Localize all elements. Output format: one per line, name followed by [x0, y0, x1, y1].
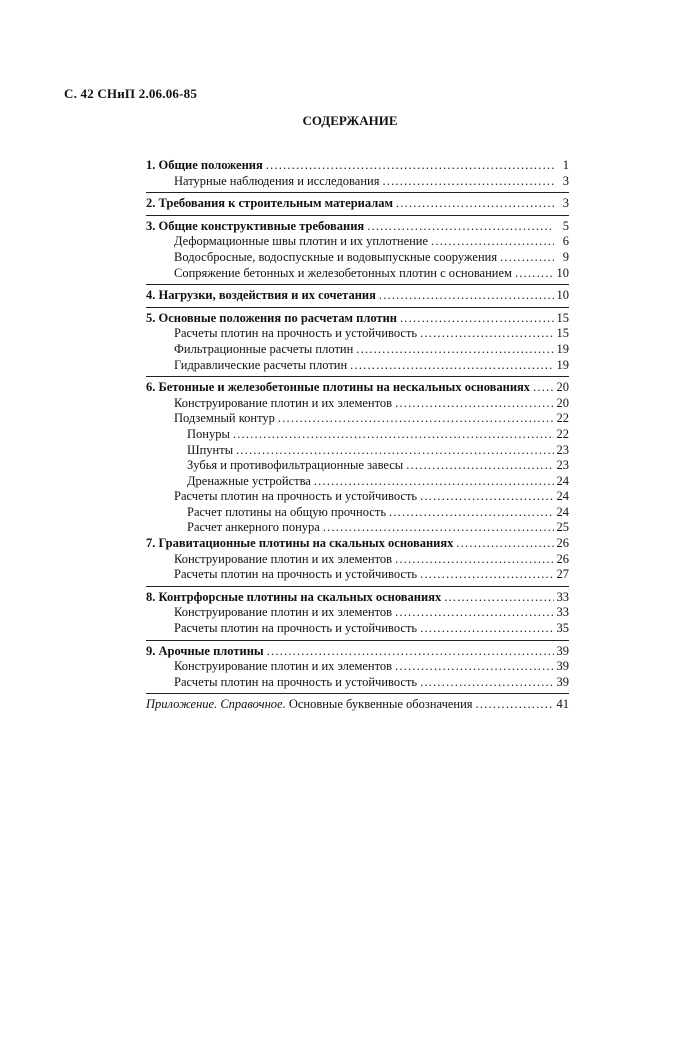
toc-entry-page: 41: [556, 697, 569, 712]
dot-leader: [533, 380, 553, 396]
toc-entry-label: 4. Нагрузки, воздействия и их сочетания: [146, 288, 376, 303]
toc-entry-label: Расчет плотины на общую прочность: [187, 504, 387, 519]
toc-entry-label: Натурные наблюдения и исследования: [174, 173, 380, 188]
toc-entry[interactable]: [146, 174, 569, 190]
toc-entry[interactable]: [146, 234, 569, 250]
dot-leader: [323, 520, 554, 536]
toc-entry-label: Расчеты плотин на прочность и устойчивость: [174, 326, 418, 341]
toc-entry-page: 6: [562, 234, 569, 249]
toc-entry-label: 8. Контрфорсные плотины на скальных основаниях: [146, 589, 442, 604]
toc-entry-label: Понуры: [187, 426, 230, 441]
toc-entry[interactable]: [146, 396, 569, 412]
page-header: С. 42 СНиП 2.06.06-85: [64, 86, 198, 101]
dot-leader: [266, 158, 554, 174]
dot-leader: [236, 443, 553, 459]
toc-entry-page: 15: [556, 326, 569, 341]
toc-entry[interactable]: [146, 697, 569, 713]
toc-entry[interactable]: [146, 411, 569, 427]
toc-entry-label: Расчеты плотин на прочность и устойчивость: [174, 567, 418, 582]
dot-leader: [382, 174, 554, 190]
dot-leader: [431, 234, 554, 250]
toc-entry-page: 24: [556, 489, 569, 504]
toc-entry[interactable]: [146, 158, 569, 174]
toc-entry-label: Зубья и противофильтрационные завесы: [187, 458, 404, 473]
toc-entry-page: 3: [562, 173, 569, 188]
toc-entry-page: 19: [556, 357, 569, 372]
toc-entry[interactable]: [146, 288, 569, 304]
toc-entry-label: [146, 697, 473, 713]
toc-entry-label: Шпунты: [187, 442, 234, 457]
table-of-contents: [146, 158, 569, 713]
toc-entry-page: 20: [556, 380, 569, 395]
toc-entry[interactable]: [146, 505, 569, 521]
toc-entry-page: 35: [556, 621, 569, 636]
dot-leader: [420, 675, 553, 691]
toc-entry[interactable]: [146, 675, 569, 691]
dot-leader: [456, 536, 553, 552]
toc-entry-page: 24: [556, 473, 569, 488]
toc-entry-page: 26: [556, 536, 569, 551]
toc-entry-label: Конструирование плотин и их элементов: [174, 551, 393, 566]
toc-entry[interactable]: [146, 659, 569, 675]
dot-leader: [500, 250, 554, 266]
toc-entry-label: Дренажные устройства: [187, 473, 311, 488]
toc-entry-label: 3. Общие конструктивные требования: [146, 218, 365, 233]
toc-entry[interactable]: [146, 219, 569, 235]
dot-leader: [233, 427, 554, 443]
toc-entry[interactable]: [146, 552, 569, 568]
dot-leader: [395, 659, 553, 675]
toc-entry-label: Фильтрационные расчеты плотин: [174, 341, 354, 356]
section-divider: [146, 307, 569, 308]
toc-entry[interactable]: [146, 489, 569, 505]
toc-entry[interactable]: [146, 443, 569, 459]
toc-entry[interactable]: [146, 342, 569, 358]
toc-entry-page: 20: [556, 395, 569, 410]
toc-entry-label: Деформационные швы плотин и их уплотнение: [174, 234, 429, 249]
toc-entry-page: 10: [556, 288, 569, 303]
toc-entry-label: 9. Арочные плотины: [146, 643, 264, 658]
toc-entry-page: 22: [556, 426, 569, 441]
dot-leader: [515, 266, 554, 282]
toc-entry-page: 5: [562, 218, 569, 233]
dot-leader: [476, 697, 554, 713]
toc-entry-page: 10: [556, 265, 569, 280]
dot-leader: [395, 552, 553, 568]
toc-entry-label: Конструирование плотин и их элементов: [174, 605, 393, 620]
dot-leader: [278, 411, 554, 427]
toc-entry[interactable]: [146, 266, 569, 282]
dot-leader: [444, 590, 553, 606]
toc-entry-page: 15: [556, 310, 569, 325]
toc-entry-label: 6. Бетонные и железобетонные плотины на нескальных основаниях: [146, 380, 531, 395]
dot-leader: [420, 489, 553, 505]
toc-entry[interactable]: [146, 427, 569, 443]
toc-entry-label: Расчеты плотин на прочность и устойчивость: [174, 621, 418, 636]
toc-entry-label: 5. Основные положения по расчетам плотин: [146, 310, 397, 325]
dot-leader: [350, 358, 553, 374]
toc-entry[interactable]: [146, 605, 569, 621]
toc-entry-label: Конструирование плотин и их элементов: [174, 659, 393, 674]
toc-entry-label: Расчеты плотин на прочность и устойчивость: [174, 489, 418, 504]
toc-entry-label: Водосбросные, водоспускные и водовыпускные сооружения: [174, 249, 498, 264]
toc-entry[interactable]: [146, 380, 569, 396]
dot-leader: [395, 605, 553, 621]
toc-entry[interactable]: [146, 311, 569, 327]
dot-leader: [314, 474, 554, 490]
section-divider: [146, 586, 569, 587]
toc-entry-label: Расчет анкерного понура: [187, 520, 320, 535]
toc-entry[interactable]: [146, 326, 569, 342]
toc-entry-label: Сопряжение бетонных и железобетонных плотин с основанием: [174, 265, 512, 280]
toc-entry-page: 25: [556, 520, 569, 535]
toc-entry-label-italic: Приложение. Справочное.: [146, 697, 286, 712]
toc-entry-label: Конструирование плотин и их элементов: [174, 395, 393, 410]
toc-entry-page: 39: [556, 643, 569, 658]
dot-leader: [420, 621, 553, 637]
toc-entry[interactable]: [146, 590, 569, 606]
dot-leader: [396, 196, 554, 212]
toc-entry-page: 1: [562, 158, 569, 172]
toc-entry-page: 24: [556, 504, 569, 519]
toc-entry-page: 3: [562, 196, 569, 211]
dot-leader: [400, 311, 554, 327]
toc-entry-page: 33: [556, 605, 569, 620]
toc-entry-page: 23: [556, 442, 569, 457]
section-divider: [146, 693, 569, 694]
toc-entry[interactable]: [146, 196, 569, 212]
section-divider: [146, 284, 569, 285]
toc-entry-page: 33: [556, 589, 569, 604]
toc-entry-page: 22: [556, 411, 569, 426]
dot-leader: [356, 342, 553, 358]
dot-leader: [379, 288, 554, 304]
dot-leader: [389, 505, 553, 521]
toc-entry-label: Расчеты плотин на прочность и устойчивость: [174, 674, 418, 689]
toc-title: СОДЕРЖАНИЕ: [302, 113, 398, 128]
dot-leader: [395, 396, 553, 412]
toc-entry-page: 39: [556, 659, 569, 674]
toc-entry[interactable]: [146, 621, 569, 637]
toc-entry[interactable]: [146, 536, 569, 552]
dot-leader: [267, 644, 554, 660]
toc-entry-label-text: Основные буквенные обозначения: [285, 697, 473, 712]
section-divider: [146, 376, 569, 377]
toc-entry-label: Подземный контур: [174, 411, 275, 426]
toc-entry[interactable]: [146, 458, 569, 474]
dot-leader: [420, 567, 553, 583]
toc-entry-page: 26: [556, 551, 569, 566]
toc-entry[interactable]: [146, 358, 569, 374]
dot-leader: [420, 326, 553, 342]
section-divider: [146, 192, 569, 193]
toc-entry-label: Гидравлические расчеты плотин: [174, 357, 348, 372]
dot-leader: [406, 458, 553, 474]
toc-entry-page: 9: [562, 249, 569, 264]
toc-entry-page: 23: [556, 458, 569, 473]
dot-leader: [367, 219, 554, 235]
toc-entry-page: 27: [556, 567, 569, 582]
toc-entry-label: 2. Требования к строительным материалам: [146, 196, 393, 211]
toc-entry[interactable]: [146, 520, 569, 536]
toc-entry[interactable]: [146, 250, 569, 266]
toc-entry-page: 19: [556, 341, 569, 356]
toc-entry-label: 1. Общие положения: [146, 158, 263, 172]
section-divider: [146, 215, 569, 216]
toc-entry[interactable]: [146, 567, 569, 583]
toc-entry-page: 39: [556, 674, 569, 689]
toc-entry[interactable]: [146, 644, 569, 660]
toc-entry-label: 7. Гравитационные плотины на скальных основаниях: [146, 536, 454, 551]
toc-entry[interactable]: [146, 474, 569, 490]
section-divider: [146, 640, 569, 641]
